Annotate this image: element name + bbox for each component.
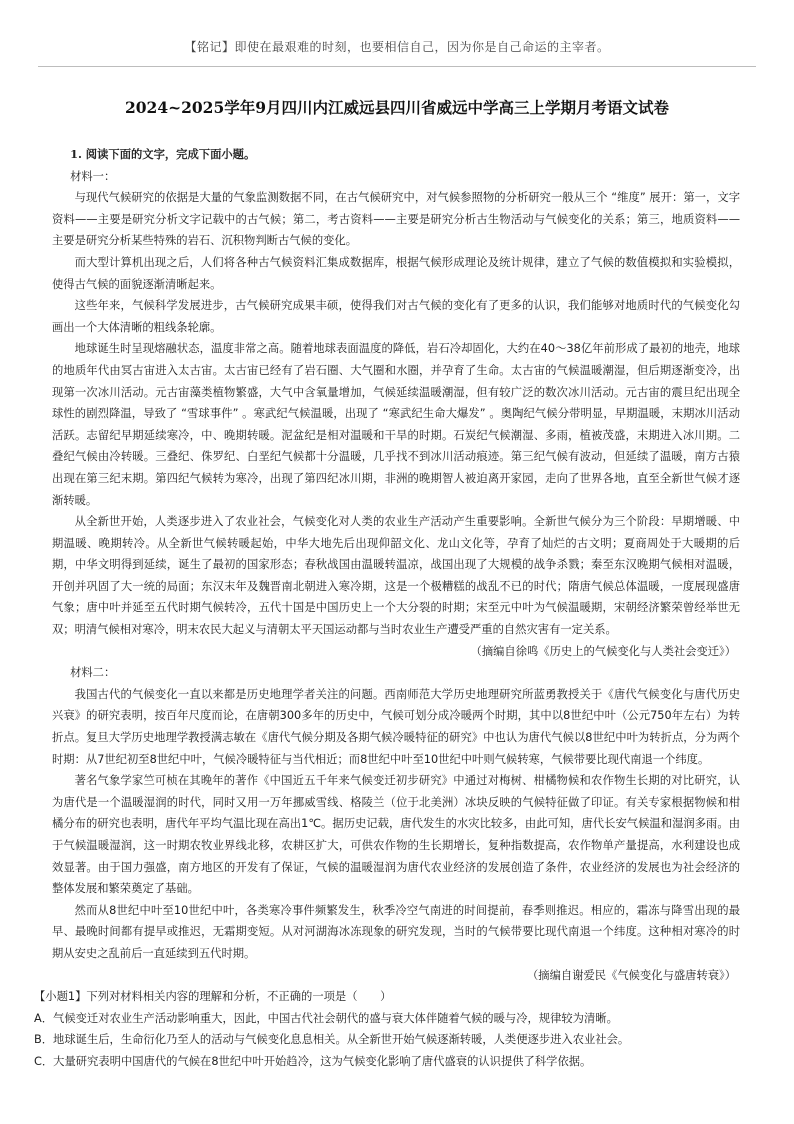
material-two-paragraph-3: 然而从8世纪中叶至10世纪中叶，各类寒冷事件频繁发生，秋季冷空气南进的时间提前，春季则推迟。相应的，霜冻与降雪出现的最早、最晚时间都有提早或推迟，无霜期变短。从对河湖海冰冻现象的研究发现，当时的气候带要比现代南退一个纬度。这种相对寒冷的时期从安史之乱前后一直延续到五代时期。 [52, 903, 740, 960]
material-two-label: 材料二： [70, 666, 116, 680]
question-instruction: 1. 阅读下面的文字，完成下面小题。 [70, 147, 256, 161]
document-body [34, 144, 740, 1073]
material-two-paragraph-1: 我国古代的气候变化一直以来都是历史地理学者关注的问题。西南师范大学历史地理研究所蓝勇教授关于《唐代气候变化与唐代历史兴衰》的研究表明，按百年尺度而论，在唐朝300多年的历史中，气候可划分成冷暖两个时期，其中以8世纪中叶（公元750年左右）为转折点。复旦大学历史地理学教授满志敏在《唐代气候分期及各期气候冷暖特征的研究》中也认为唐代气候以8世纪中叶为转折点，分为两个时期：从7世纪初至8世纪中叶，气候冷暖特征与当代相近；而8世纪中叶至10世纪中叶则气候转寒，气候带要比现代南退一个纬度。 [52, 687, 740, 766]
material-one-paragraph-4: 地球诞生时呈现熔融状态，温度非常之高。随着地球表面温度的降低，岩石冷却固化，大约在40～38亿年前形成了最初的地壳，地球的地质年代由冥古宙进入太古宙。太古宙已经有了岩石圈、大气圈和水圈，并孕育了生命。太古宙的气候温暖潮湿，但后期逐渐变冷，出现第一次冰川活动。元古宙藻类植物繁盛，大气中含氧量增加，气候延续温暖潮湿，但有较广泛的数次冰川活动。元古宙的震旦纪出现全球性的剧烈降温，导致了 “雪球事件” 。寒武纪气候温暖，出现了 “寒武纪生命大爆发” 。奥陶纪气候分带明显，早期温暖，末期冰川活动活跃。志留纪早期延续寒冷，中、晚期转暖。泥盆纪是相对温暖和干旱的时期。石炭纪气候潮湿、多雨，植被茂盛，末期进入冰川期。二叠纪气候由冷转暖。三叠纪、侏罗纪、白垩纪气候都十分温暖，几乎找不到冰川活动痕迹。第三纪气候有波动，但延续了温暖，南方古猿出现在第三纪末期。第四纪气候转为寒冷，出现了第四纪冰川期，非洲的晚期智人被迫离开家园，走向了世界各地，直至全新世气候才逐渐转暖。 [52, 342, 740, 507]
material-two-paragraph-2: 著名气象学家竺可桢在其晚年的著作《中国近五千年来气候变迁初步研究》中通过对梅树、柑橘物候和农作物生长期的对比研究，认为唐代是一个温暖湿润的时代，同时又用一万年挪威雪线、格陵兰（位于北美洲）冰块反映的气候特征做了印证。有关专家根据物候和柑橘分布的研究也表明，唐代年平均气温比现在高出1℃。据历史记载，唐代发生的水灾比较多，由此可知，唐代长安气候温和湿润多雨。由于气候温暖湿润，这一时期农牧业界线北移，农耕区扩大，可供农作物的生长期增长，复种指数提高，农作物单产量提高，水利建设也成效显著。由于国力强盛，南方地区的开发有了保证，气候的温暖湿润为唐代农业经济的发展创造了条件，农业经济的发展也为社会经济的整体发展和繁荣奠定了基础。 [52, 774, 740, 896]
material-two-source: （摘编自谢爱民《气候变化与盛唐转衰》） [527, 968, 736, 982]
question-1-stem: 【小题1】下列对材料相关内容的理解和分析，不正确的一项是（ ） [34, 990, 392, 1004]
material-one-source: （摘编自徐鸣《历史上的气候变化与人类社会变迁》） [470, 644, 736, 658]
header-motto: 【铭记】即使在最艰难的时刻，也要相信自己，因为你是自己命运的主宰者。 [184, 40, 610, 54]
header-divider [38, 66, 756, 67]
material-one-label: 材料一： [70, 169, 116, 183]
material-one-paragraph-2: 而大型计算机出现之后，人们将各种古气候资料汇集成数据库，根据气候形成理论及统计规律，建立了气候的数值模拟和实验模拟，使得古气候的面貌逐渐清晰起来。 [52, 255, 740, 291]
material-one-paragraph-1: 与现代气候研究的依据是大量的气象监测数据不同，在古气候研究中，对气候参照物的分析研究一般从三个 “维度” 展开：第一，文字资料——主要是研究分析文字记载中的古气候；第二，考古资料——主要是研究分析古生物活动与气候变化的关系；第三，地质资料——主要是研究分析某些特殊的岩石、沉积物判断古气候的变化。 [52, 191, 740, 248]
question-1-option-a: A．气候变迁对农业生产活动影响重大，因此，中国古代社会朝代的盛与衰大体伴随着气候的暖与冷，规律较为清晰。 [34, 1011, 618, 1025]
question-1-option-b: B．地球诞生后，生命衍化乃至人的活动与气候变化息息相关。从全新世开始气候逐渐转暖，人类便逐步进入农业社会。 [34, 1033, 630, 1047]
material-one-paragraph-3: 这些年来，气候科学发展进步，古气候研究成果丰硕，使得我们对古气候的变化有了更多的认识，我们能够对地质时代的气候变化勾画出一个大体清晰的粗线条轮廓。 [52, 299, 740, 334]
document-title: 2024~2025学年9月四川内江威远县四川省威远中学高三上学期月考语文试卷 [124, 98, 670, 117]
question-1-option-c: C．大量研究表明中国唐代的气候在8世纪中叶开始趋冷，这为气候变化影响了唐代盛衰的认识提供了科学依据。 [34, 1054, 592, 1068]
material-one-paragraph-5: 从全新世开始，人类逐步进入了农业社会，气候变化对人类的农业生产活动产生重要影响。全新世气候分为三个阶段：早期增暖、中期温暖、晚期转冷。从全新世气候转暖起始，中华大地先后出现仰韶文化、龙山文化等，孕育了灿烂的古文明；夏商周处于大暖期的后期，中华文明得到延续，诞生了最初的国家形态；春秋战国由温暖转温凉，战国出现了大规模的战争杀戮；秦至东汉晚期气候相对温暖，开创并巩固了大一统的局面；东汉末年及魏晋南北朝进入寒冷期，这是一个极糟糕的战乱不已的时代；隋唐气候总体温暖，一度展现盛唐气象；唐中叶并延至五代时期气候转冷，五代十国是中国历史上一个大分裂的时期；宋至元中叶为气候温暖期，宋朝经济繁荣曾经举世无双；明清气候相对寒冷，明末农民大起义与清朝太平天国运动都与当时农业生产遭受严重的自然灾害有一定关系。 [52, 515, 740, 637]
